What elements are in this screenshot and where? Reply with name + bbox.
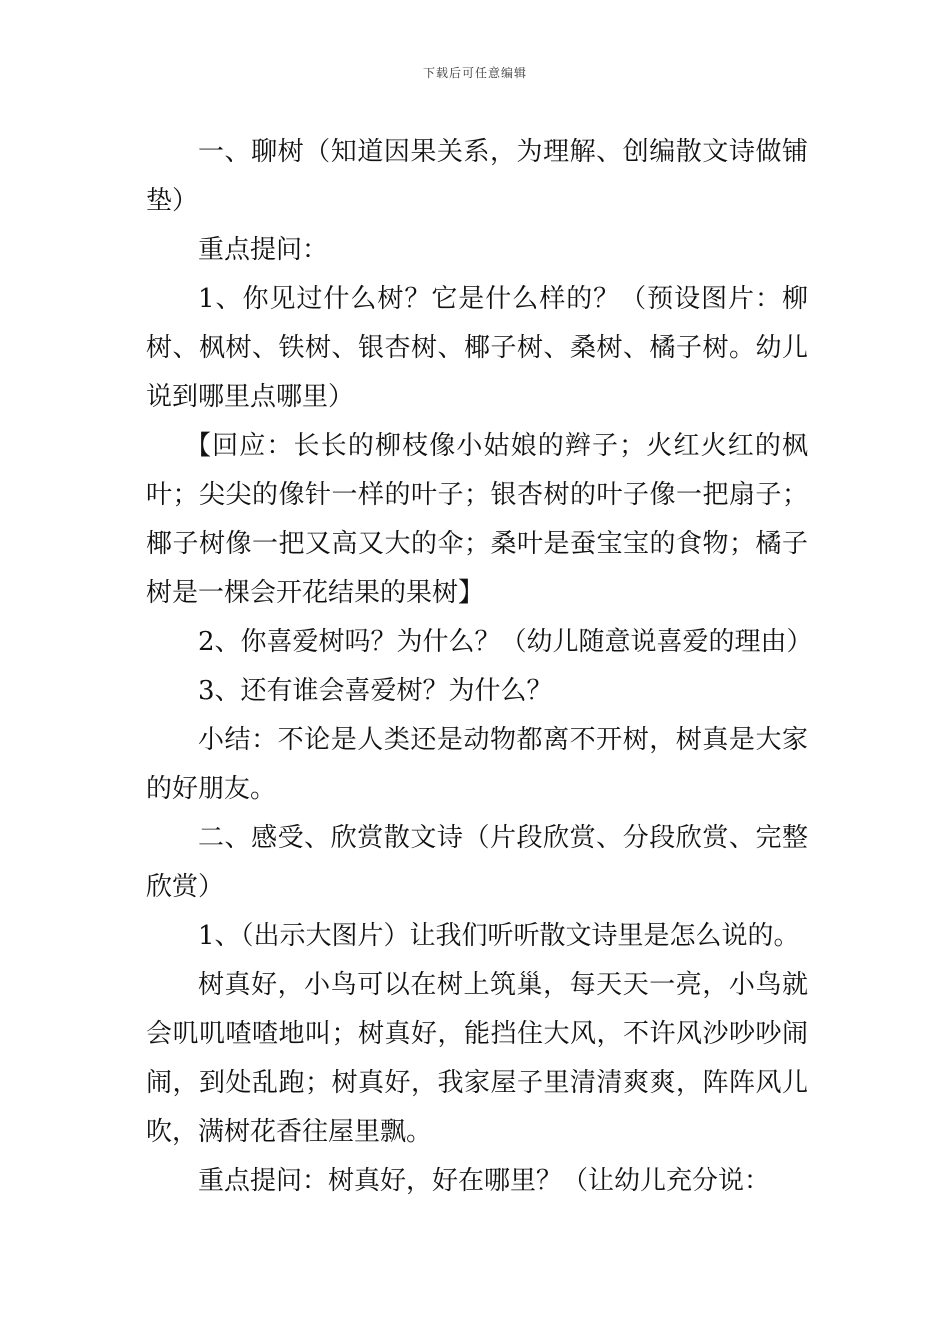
section-heading-1: 一、聊树（知道因果关系，为理解、创编散文诗做铺垫） <box>146 137 808 216</box>
question-3: 3、还有谁会喜爱树？为什么？ <box>198 676 553 706</box>
summary: 小结：不论是人类还是动物都离不开树，树真是大家的好朋友。 <box>146 725 808 804</box>
key-question-2: 重点提问：树真好，好在哪里？（让幼儿充分说： <box>198 1166 771 1196</box>
document-body <box>146 128 813 1206</box>
key-question-label: 重点提问： <box>198 235 329 265</box>
response-note: 【回应：长长的柳枝像小姑娘的辫子；火红火红的枫叶；尖尖的像针一样的叶子；银杏树的叶子像一把扇子；椰子树像一把又高又大的伞；桑叶是蚕宝宝的食物；橘子树是一棵会开花结果的果树】 <box>146 431 808 608</box>
page-header: 下载后可任意编辑 <box>422 66 527 80</box>
question-1: 1、你见过什么树？它是什么样的？（预设图片：柳树、枫树、铁树、银杏树、椰子树、桑树、橘子树。幼儿说到哪里点哪里） <box>146 284 808 412</box>
question-2: 2、你喜爱树吗？为什么？（幼儿随意说喜爱的理由） <box>198 627 813 657</box>
poem-excerpt: 树真好，小鸟可以在树上筑巢，每天天一亮，小鸟就会叽叽喳喳地叫；树真好，能挡住大风，不许风沙吵吵闹闹，到处乱跑；树真好，我家屋子里清清爽爽，阵阵风儿吹，满树花香往屋里飘。 <box>146 970 808 1147</box>
step-1: 1、（出示大图片）让我们听听散文诗里是怎么说的。 <box>198 921 800 951</box>
section-heading-2: 二、感受、欣赏散文诗（片段欣赏、分段欣赏、完整欣赏） <box>146 823 808 902</box>
